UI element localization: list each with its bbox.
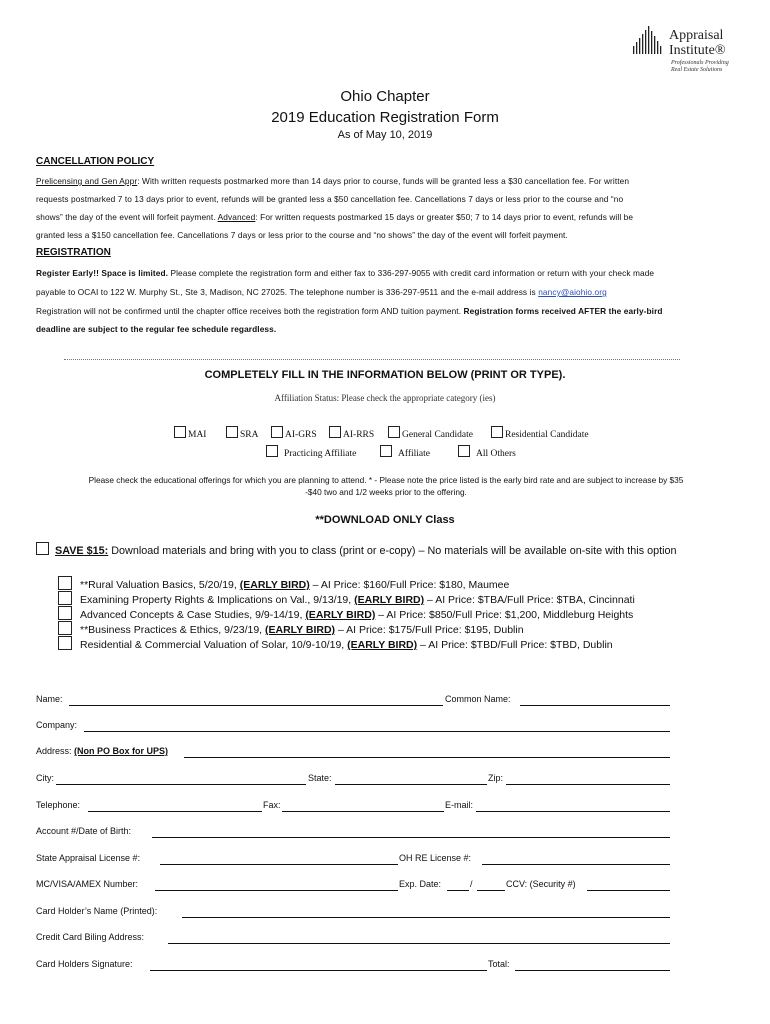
advanced-label: Advanced [217,212,256,222]
course-price: – AI Price: $160/Full Price: $180, Maumee [309,579,510,591]
exp-date-label: Exp. Date: [399,879,442,889]
registration-text-1: Please complete the registration form and either fax to 336-297-9055 with credit card information or return with your check made [168,268,655,278]
course-title: **Rural Valuation Basics, 5/20/19, [80,579,240,591]
save-label: SAVE $15: [55,545,109,557]
checkbox-icon[interactable] [388,426,400,438]
form-title: 2019 Education Registration Form [271,109,499,126]
name-label: Name: [36,694,63,704]
zip-input[interactable] [506,774,670,785]
as-of-date: As of May 10, 2019 [337,129,433,141]
early-bird-label: (EARLY BIRD) [354,594,425,606]
logo-tagline [671,60,729,74]
course-row[interactable] [58,621,524,636]
registration-text-3: Registration will not be confirmed until the chapter office receives both the registration form AND tuition payment. [36,306,464,316]
cancellation-text-3b: : For written requests postmarked 15 days or greater $50; 7 to 14 days prior to event, refunds will be [255,212,634,222]
state-input[interactable] [335,774,487,785]
course-row[interactable] [58,576,509,591]
checkbox-icon[interactable] [58,576,72,590]
company-input[interactable] [84,721,670,732]
checkbox-icon[interactable] [329,426,341,438]
cancellation-line-3 [36,212,633,222]
prelicensing-label: Prelicensing and Gen Appr [36,176,138,186]
download-only-heading: **DOWNLOAD ONLY Class [315,514,455,526]
affiliation-sra[interactable] [226,426,258,440]
affiliation-label: AI-RRS [343,430,375,440]
exp-year-input[interactable] [477,880,505,891]
course-row[interactable] [58,591,635,606]
cancellation-text-3a: shows” the day of the event will forfeit payment. [36,212,218,222]
affiliation-prompt: Affiliation Status: Please check the appropriate category (ies) [274,393,496,403]
dotted-divider [64,359,680,360]
affiliation-all-others[interactable] [458,445,516,459]
account-label: Account #/Date of Birth: [36,826,132,836]
checkbox-icon[interactable] [271,426,283,438]
checkbox-icon[interactable] [266,445,278,457]
course-title: **Business Practices & Ethics, 9/23/19, [80,624,266,636]
signature-input[interactable] [150,960,487,971]
registration-line-3 [36,306,663,316]
total-input[interactable] [515,960,670,971]
address-text: Address: [36,746,75,756]
affiliation-mai[interactable] [174,426,206,440]
affiliation-label: AI-GRS [285,430,317,440]
billing-address-input[interactable] [168,933,670,944]
early-bird-label: (EARLY BIRD) [347,639,418,651]
checkbox-icon[interactable] [491,426,503,438]
course-price: – AI Price: $175/Full Price: $195, Dublin [335,624,524,636]
appraisal-institute-logo-icon [633,26,665,54]
email-label: E-mail: [445,800,474,810]
exp-slash: / [470,879,473,889]
course-title: Examining Property Rights & Implications on Val., 9/13/19, [80,594,355,606]
card-number-label: MC/VISA/AMEX Number: [36,879,139,889]
account-input[interactable] [152,827,670,838]
save-15-option[interactable] [36,542,677,557]
billing-address-label: Credit Card Biling Address: [36,932,145,942]
cancellation-heading: CANCELLATION POLICY [36,156,155,167]
telephone-label: Telephone: [36,800,81,810]
fax-label: Fax: [263,800,281,810]
email-input[interactable] [476,801,670,812]
exp-month-input[interactable] [447,880,469,891]
affiliation-ai-grs[interactable] [271,426,317,440]
fax-input[interactable] [282,801,444,812]
registration-line-2 [36,287,607,297]
affiliation-label: MAI [188,430,207,440]
price-note-line-1: Please check the educational offerings for which you are planning to attend. * - Please note the price listed is the early bird rate and are subject to increase by $35 [88,475,684,485]
cancellation-line-1 [36,176,629,186]
card-holder-name-label: Card Holder’s Name (Printed): [36,906,158,916]
city-input[interactable] [56,774,306,785]
fill-in-heading: COMPLETELY FILL IN THE INFORMATION BELOW (PRINT OR TYPE). [204,369,566,381]
early-bird-label: (EARLY BIRD) [305,609,376,621]
address-input[interactable] [184,747,670,758]
course-price: – AI Price: $TBA/Full Price: $TBA, Cincinnati [424,594,635,606]
company-label: Company: [36,720,78,730]
checkbox-icon[interactable] [380,445,392,457]
save-text: Download materials and bring with you to class (print or e-copy) – No materials will be available on-site with this option [108,545,677,557]
checkbox-icon[interactable] [36,542,49,555]
affiliation-practicing-affiliate[interactable] [266,445,356,459]
city-label: City: [36,773,54,783]
state-license-label: State Appraisal License #: [36,853,141,863]
oh-license-input[interactable] [482,854,670,865]
common-name-label: Common Name: [445,694,511,704]
name-input[interactable] [69,695,443,706]
early-bird-label: (EARLY BIRD) [239,579,310,591]
course-row[interactable] [58,606,633,621]
price-note-line-2: -$40 two and 1/2 weeks prior to the offering. [305,487,467,497]
card-number-input[interactable] [155,880,398,891]
address-note: (Non PO Box for UPS) [74,746,169,756]
affiliation-ai-rrs[interactable] [329,426,374,440]
course-row[interactable] [58,636,613,651]
chapter-title: Ohio Chapter [340,88,430,105]
checkbox-icon[interactable] [458,445,470,457]
logo-tagline-2: Real Estate Solutions [671,67,723,73]
checkbox-icon[interactable] [174,426,186,438]
checkbox-icon[interactable] [58,591,72,605]
course-title: Residential & Commercial Valuation of Solar, 10/9-10/19, [80,639,348,651]
course-price: – AI Price: $850/Full Price: $1,200, Middleburg Heights [375,609,634,621]
registration-text-2: payable to OCAI to 122 W. Murphy St., Ste 3, Madison, NC 27025. The telephone number is 336-297-9511 and the e-mail address is [36,287,539,297]
affiliation-label: All Others [476,449,516,459]
registration-deadline-text: Registration forms received AFTER the early-bird [463,306,663,316]
zip-label: Zip: [488,773,504,783]
state-label: State: [308,773,332,783]
card-holder-name-input[interactable] [182,907,670,918]
logo-tagline-1: Professionals Providing [671,60,729,66]
affiliation-label: SRA [240,430,259,440]
state-license-input[interactable] [160,854,398,865]
logo-wordmark [669,28,726,58]
oh-license-label: OH RE License #: [399,853,472,863]
telephone-input[interactable] [88,801,262,812]
affiliation-affiliate[interactable] [380,445,430,459]
address-label [36,746,168,756]
price-note [36,474,736,498]
early-bird-label: (EARLY BIRD) [265,624,336,636]
ccv-input[interactable] [587,880,670,891]
checkbox-icon[interactable] [58,606,72,620]
affiliation-label: Residential Candidate [505,430,589,440]
total-label: Total: [488,959,510,969]
signature-label: Card Holders Signature: [36,959,133,969]
register-early-text: Register Early!! Space is limited. [36,268,169,278]
cancellation-line-2: requests postmarked 7 to 13 days prior to event, refunds will be granted less a $50 cancellation fee. Cancellations 7 days or less prior to the course and “no [36,194,624,204]
course-title: Advanced Concepts & Case Studies, 9/9-14/19, [80,609,306,621]
checkbox-icon[interactable] [58,636,72,650]
registration-heading: REGISTRATION [36,247,111,258]
logo-line-2: Institute® [669,43,726,58]
checkbox-icon[interactable] [226,426,238,438]
email-link[interactable]: nancy@aiohio.org [538,287,607,297]
affiliation-label: General Candidate [402,430,473,440]
affiliation-label: Affiliate [398,449,431,459]
affiliation-general-candidate[interactable] [388,426,473,440]
cancellation-line-4: granted less a $150 cancellation fee. Cancellations 7 days or less prior to the course and “no shows” the day of the event will forfeit payment. [36,230,568,240]
cancellation-text-1: : With written requests postmarked more than 14 days prior to course, funds will be granted less a $30 cancellation fee. For written [137,176,630,186]
checkbox-icon[interactable] [58,621,72,635]
logo-line-1: Appraisal [669,28,724,43]
registration-line-1 [36,268,654,278]
affiliation-residential-candidate[interactable] [491,426,589,440]
common-name-input[interactable] [520,695,670,706]
ccv-label: CCV: (Security #) [506,879,576,889]
registration-line-4: deadline are subject to the regular fee schedule regardless. [36,324,277,334]
course-price: – AI Price: $TBD/Full Price: $TBD, Dublin [417,639,613,651]
affiliation-label: Practicing Affiliate [284,449,357,459]
